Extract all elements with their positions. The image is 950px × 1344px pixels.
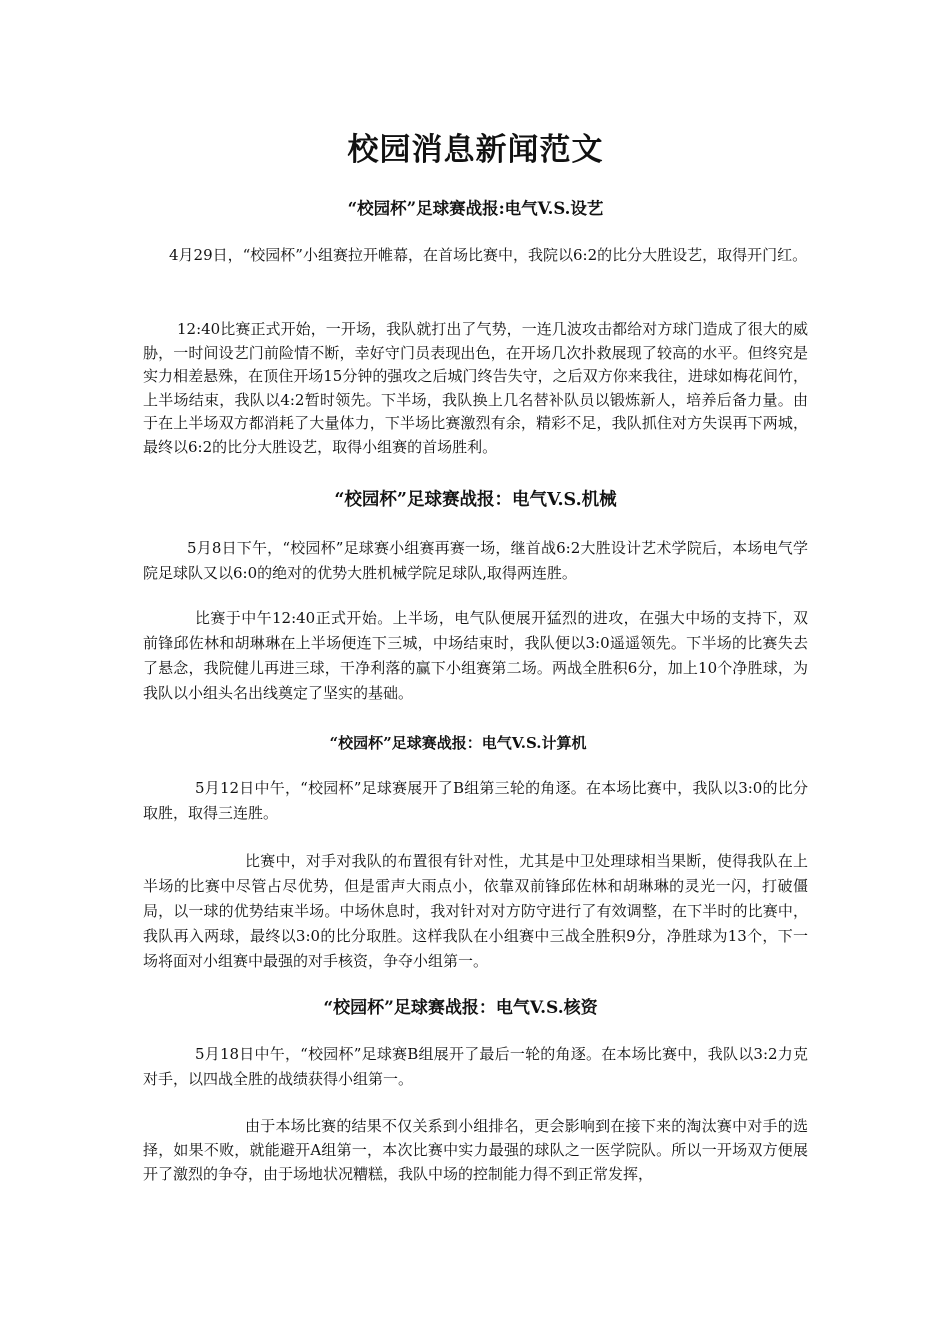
section-2-paragraph-1: 5月8日下午，“校园杯”足球赛小组赛再赛一场，继首战6:2大胜设计艺术学院后，本场电气学院足球队又以6:0的绝对的优势大胜机械学院足球队,取得两连胜。 [143,539,808,582]
section-3-paragraph-2: 比赛中，对手对我队的布置很有针对性，尤其是中卫处理球相当果断，使得我队在上半场的比赛中尽管占尽优势，但是雷声大雨点小，依靠双前锋邱佐林和胡琳琳的灵光一闪，打破僵局，以一球的优势结束半场。中场休息时，我对针对对方防守进行了有效调整，在下半时的比赛中，我队再入两球，最终以3:0的比分取胜。这样我队在小组赛中三战全胜积9分，净胜球为13个，下一场将面对小组赛中最强的对手核资，争夺小组第一。 [143,852,808,970]
section-heading-4: “校园杯”足球赛战报：电气V.S.核资 [323,998,598,1018]
section-4-paragraph-1: 5月18日中午，“校园杯”足球赛B组展开了最后一轮的角逐。在本场比赛中，我队以3:2力克对手，以四战全胜的战绩获得小组第一。 [143,1045,808,1088]
section-1-paragraph-1: 4月29日，“校园杯”小组赛拉开帷幕，在首场比赛中，我院以6:2的比分大胜设艺，取得开门红。 [169,246,808,264]
section-2-paragraph-2: 比赛于中午12:40正式开始。上半场，电气队便展开猛烈的进攻，在强大中场的支持下，双前锋邱佐林和胡琳琳在上半场便连下三城，中场结束时，我队便以3:0遥遥领先。下半场的比赛失去了悬念，我院健儿再进三球，干净利落的赢下小组赛第二场。两战全胜积6分，加上10个净胜球，为我队以小组头名出线奠定了坚实的基础。 [143,609,808,702]
section-3-paragraph-1: 5月12日中午，“校园杯”足球赛展开了B组第三轮的角逐。在本场比赛中，我队以3:0的比分取胜，取得三连胜。 [143,779,808,822]
section-4-paragraph-2: 由于本场比赛的结果不仅关系到小组排名，更会影响到在接下来的淘汰赛中对手的选择，如果不败，就能避开A组第一，本次比赛中实力最强的球队之一医学院队。所以一开场双方便展开了激烈的争夺，由于场地状况糟糕，我队中场的控制能力得不到正常发挥， [143,1117,808,1183]
section-heading-3: “校园杯”足球赛战报：电气V.S.计算机 [329,734,587,752]
document-title: 校园消息新闻范文 [347,132,604,168]
section-heading-2: “校园杯”足球赛战报：电气V.S.机械 [334,490,617,510]
section-1-paragraph-2: 12:40比赛正式开始，一开场，我队就打出了气势，一连几波攻击都给对方球门造成了很大的威胁，一时间设艺门前险情不断，幸好守门员表现出色，在开场几次扑救展现了较高的水平。但终究是实力相差悬殊，在顶住开场15分钟的强攻之后城门终告失守，之后双方你来我往，进球如梅花间竹，上半场结束，我队以4:2暂时领先。下半场，我队换上几名替补队员以锻炼新人，培养后备力量。由于在上半场双方都消耗了大量体力，下半场比赛激烈有余，精彩不足，我队抓住对方失误再下两城，最终以6:2的比分大胜设艺，取得小组赛的首场胜利。 [143,320,808,456]
section-heading-1: “校园杯”足球赛战报:电气V.S.设艺 [347,199,604,218]
